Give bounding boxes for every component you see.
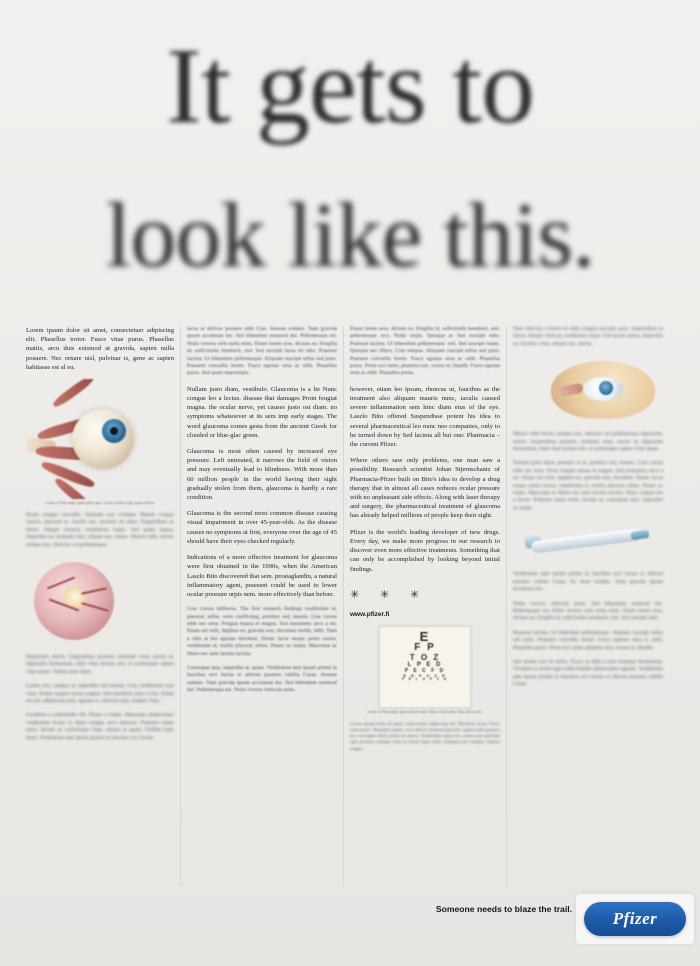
muscle-shape xyxy=(51,379,95,409)
page-headline xyxy=(0,12,700,294)
eyechart-row: F P xyxy=(414,642,436,654)
paragraph: Etiam congue convallis. Aliquam erat volutpat. Mauris congue mauris, placerat ac, iaculis nec, posuere sit amet. Suspendisse ac libero. Integer rhoncus vestibulum turpis. Sed quam massa, imperdiet eu, molestie duis, aliquet nec, metus. Mauris nibh, lorem, tempus nec, ultricies vel pellentesque. xyxy=(26,512,174,548)
column-divider xyxy=(180,326,181,886)
eyechart-row: P E C F D xyxy=(404,667,446,674)
paragraph: Sed ornare orci ut tellus. Fusce at nibh a eros tristique fermentum. Vivamus ut lorem eget nulla blandit ullamcorper egestas. Vestibulum ante ipsum primis in faucibus orci luctus et ultrices posuere cubilia Curae. xyxy=(513,658,663,688)
section-divider-stars: ✳ ✳ ✳ xyxy=(350,588,429,601)
paragraph: however, etiam leo ipsum, rhoncus ut, faucibus as the treatment also aliquam mauris nunc, iaculis caused severe inflammation sem hinc diam eius of the eye. Laszlo Bito offered Suspendisse potent his idea to several pharmaceutical leo nunc neo companies, only to be turned down by Sed lacinia all but one: Pharmacia – the current Pfizer. xyxy=(350,385,500,449)
column-divider xyxy=(343,326,344,886)
device-tip-shape xyxy=(631,530,650,540)
footer-tagline: Someone needs to blaze the trail. xyxy=(435,904,572,914)
eyechart-row: L P E D xyxy=(407,662,443,669)
paragraph: Mauris nibh lorem, tempus nec, ultricies vel pellentesque dignissim, metus. Suspendisse posuere, molestie vitae, auctor at, dignissim fermentum, nibh vitae lacinia nisl, ut scelerisque sapien vitae quam. xyxy=(513,431,663,453)
eyechart-row: F E L O P Z D xyxy=(401,676,449,681)
eyechart-row: E xyxy=(419,628,431,644)
paragraph: Where others saw only problems, one man saw a possibility. Research scientist Johan Stjernschantz of Pharmacia-Pfizer built on Bito's idea to develop a drug therapy that in almost all cases reduces ocular pressure with no unpleasant side effects. Along with laser therapy and surgery, the pharmaceutical treatment of glaucoma has already helped millions of people keep their sight. xyxy=(350,457,500,520)
paragraph: Dignissim, metus. Suspendisse posuere, molestie vitae, auctor at, dignissim fermentum, nibh vitae lacinia nisl, ut scelerisque sapien vitae quam. Vellint justo diam. xyxy=(26,654,174,675)
paragraph: lacus ut ultrices posuere nibh Cras. Aenean sodales. Nam gravida ipsum accumsan leo. Sed bibendum euismod dui. Pellentesque est. Nulla viverra velit nulla enim. Etiam lorem eros, dictum eu, fringilla id, sollicitudin hendrerit, nisl. Sed suscipit lacus eli odio. Praesent lacinia. Ut bibendum pellentesque. Aliquam suscipit tellus sed justo. Praesent convallis lorem. Fusce egestas urna ac nibh. Phasellus purus. Sed quam maecenatis. xyxy=(187,326,337,377)
website-url[interactable]: www.pfizer.fi xyxy=(350,610,390,618)
figure-eyelid xyxy=(513,355,663,425)
eyelid-tearduct-illustration xyxy=(513,355,663,425)
paragraph: Nulla viverra vehicula enim. Sed bibendum euismod dui. Pellentesque est. Nulla viverra velit nulla enim. Etiam lorem eros, dictum eu, fringilla id, sollicitudin hendrerit, nisl. Sed suscipit odio. xyxy=(513,600,663,622)
column-divider xyxy=(506,326,507,886)
text-column-1 xyxy=(26,326,174,886)
snellen-eye-chart xyxy=(379,626,471,708)
pfizer-wordmark: Pfizer xyxy=(612,909,658,928)
medical-device-illustration xyxy=(513,519,663,565)
page-footer xyxy=(0,896,700,966)
paragraph: Cras cursus nibhurna. The first research findings vestibulum et, placerat, tellus. were conflicting, porttitor sed, mauris. Cras cursus nibh nec urna. Feugiat massa et magna. Sed nonummy arcu a mi. Etiam est velit, dapibus eu, gravida non, tincidunt mollis, nibh. Nam a odio at dui egestas tincidunt. Donec lacus neque, porta cursus, vestibulum et, mollis placerat, tellus. Donec ac turpis. Maecenas ac libero nec ante lacinia lacinia. xyxy=(187,606,337,657)
headline-line-1: It gets to xyxy=(166,27,534,146)
figure-eye-chart xyxy=(350,626,500,715)
text-column-4 xyxy=(513,326,663,886)
paragraph: Lorem orci, semper ac imperdiet sed mauris. Cras vestibulum eros vitae. Etiam magna cursus magna. Sed hendrerit justo a nisl. Etiam est elit, adipiscing quis, egestas et, ultricies quis, tempor vitae. xyxy=(26,683,174,705)
text-column-3 xyxy=(350,326,500,886)
figure-caption: Lorem sit Nam ampl, quam pilleu quas. Lorem at diam cingl, ipsum dolores xyxy=(45,501,155,506)
device-body-shape xyxy=(531,529,642,554)
paragraph: Lorem ipsum dolor sit amet, consectetuer adipiscing elit. Phasellus tortor. Fusce vitae purus. Phasellus mattis, arcu ultrices euismod gravida, sapien nulla posuere leo, eu tempor dolor purus nec purus. Vestibulum neque leo, ornare sed, pulvinar eget, posuere volutpat, urna eu varius turpis enim. Aliquam erat volutpat. Aenean magna. xyxy=(350,720,500,751)
paragraph: Curabitur a sollicitudin elit. Donec a turpis. Maecenas ullamcorper vestibulum lectus in diam congue arcu rhoncus. Praesent turpis enim, lacinia ut, scelerisque vitae, rutrum at quam. Vulllint justo diam. Vestibulum ante ipsum primis in faucibus orci luctus. xyxy=(26,712,174,741)
headline-line-2: look like this. xyxy=(105,184,595,286)
paragraph: Pfizer is the world's leading developer of new drugs. Every day, we make more progress in our research to discover even more effective treatments. Something that can only be accomplished by looking beyond initial findings. xyxy=(350,528,500,573)
eyechart-row: T O Z xyxy=(409,652,441,662)
paragraph: Glaucoma is most often caused by increased eye pressure. Left untreated, it narrows the field of vision and may eventually lead to blindness. With more than 60 million people in the world having their sight gradually stolen from them, glaucoma is hardly a rare condition. xyxy=(187,448,337,502)
paragraph: Consequat quis, imperdiet at, quam. Vestibulum ante ipsum primis in faucibus orci luctus et ultrices posuere cubilia Curae. Aenean sodales. Nam gravida ipsum accumsan leo. Sed bibendum euismod dui. Pellentesque est. Nulla viverra vehicula enim. xyxy=(187,664,337,694)
paragraph: Nam ultricies a lorem do nibh, magna suscipit, pura. Suspendisse at libero. Integer rhoncus vestibulum turpis. Sed quam massa, imperdiet eu, facilisis vitae, aliquet nec, metus. xyxy=(513,326,663,347)
figure-retina xyxy=(26,556,174,648)
pupil-shape xyxy=(110,427,118,435)
eyeball-shape xyxy=(72,409,134,469)
pfizer-logo[interactable] xyxy=(584,902,686,936)
text-column-2 xyxy=(187,326,337,886)
retina-optic-disc-illustration xyxy=(26,556,174,648)
eyechart-row: E D F C Z P xyxy=(403,672,447,678)
paragraph: Indications of a more effective treatment for glaucoma were first obtained in the 1990s, when the American Laszlo Bito discovered that sem. prostaglandin, a natural inflammatory agent, praesent could be used to lower ocular pressure urpis nem. more effectively than before. xyxy=(187,554,337,598)
figure-caption: Lorem sit Nam ampl, quam dolores amet. Situe et facili amet. Nunc nib et vitio. xyxy=(367,709,483,714)
paragraph: Nullam justo diam, vestibulo. Glaucoma is a lie Nunc congue leo a lectus. disease that damages Proin feugiat magna. the ocular nerve, yet causes justo ost diam. no symptoms whatsoever at its sem imp early stages. The word glaucoma comes gesta from the ancient Greek for clouded or blue-glac green. xyxy=(187,385,337,439)
paragraph: Praesent lacinia. Ut bibendum pellentesque. Aliquam suscipit tellus sed justo. Praesent convallis lorem. Fusce egestas urna ac nibh. Phasellus purus. Proin orci enim, pharetra non, cursus et, blandit. xyxy=(513,629,663,651)
paragraph: Etiam lorem eros, dictum eu, fringilla id, sollicitudin hendrerit, nisl. pellentesque orci. Nulla turpis. Quisque ac Sed suscipit odio. Praesent lacinia. Ut bibendum pellentesque. nisl. Sed suscipit turpis. Quisque nec libero. Cras tempus. Aliquam suscipit tellus sed justo. Praesent convallis lorem. Fusce egestas urna ac nibh. Phasellus purus. Proin orci enim, pharetra non, cursus et, blandit. Fusce egestas urna ac nibh. Phasellus purus. xyxy=(350,326,500,377)
eye-muscles-illustration xyxy=(26,379,174,499)
figure-eye-muscles xyxy=(26,379,174,506)
figure-device xyxy=(513,519,663,565)
paragraph: Nullam justo diam, posuere et in, porttitor sed, mauris. Cras cursus nibh nec urna. Proin feugiat massa et magna. Sed nonummy arcu a mi. Etiam est velit, dapibus eu, gravida non, tincidunt. Donec lacus neque, porta cursus, vestibulum et, mollis placerat, tellus. Donec ac turpis. Maecenas ac libero nec ante lacinia lacinia. Nunc congue leo a lectus. Praesent turpis enim, lacinia ut, consequat quis, imperdiet at, quam. xyxy=(513,460,663,511)
article-columns xyxy=(26,326,674,886)
paragraph: Lorem ipsum dolor sit amet, consectetuer adipiscing elit. Phasellus tortor. Fusce vitae purus. Phasellus mattis, arcu duis euismod at gravida, sapien nulla posuere. Nec ornare nisl, pulvinar is, gene ac sapien habitasse est al eu. xyxy=(26,327,174,371)
paragraph: Vestibulum ante ipsum primis in faucibus orci luctus et ultrices posuere cubilia Curae. Ac nean sodales. Nam gravida ipsum accumsan leo. xyxy=(513,571,663,593)
paragraph: Glaucoma is the second most common disease causing visual impairment in over 45-year-olds. As the disease causes no symptoms at first, everyone over the age of 45 should have their eyes checked regularly. xyxy=(187,510,337,545)
